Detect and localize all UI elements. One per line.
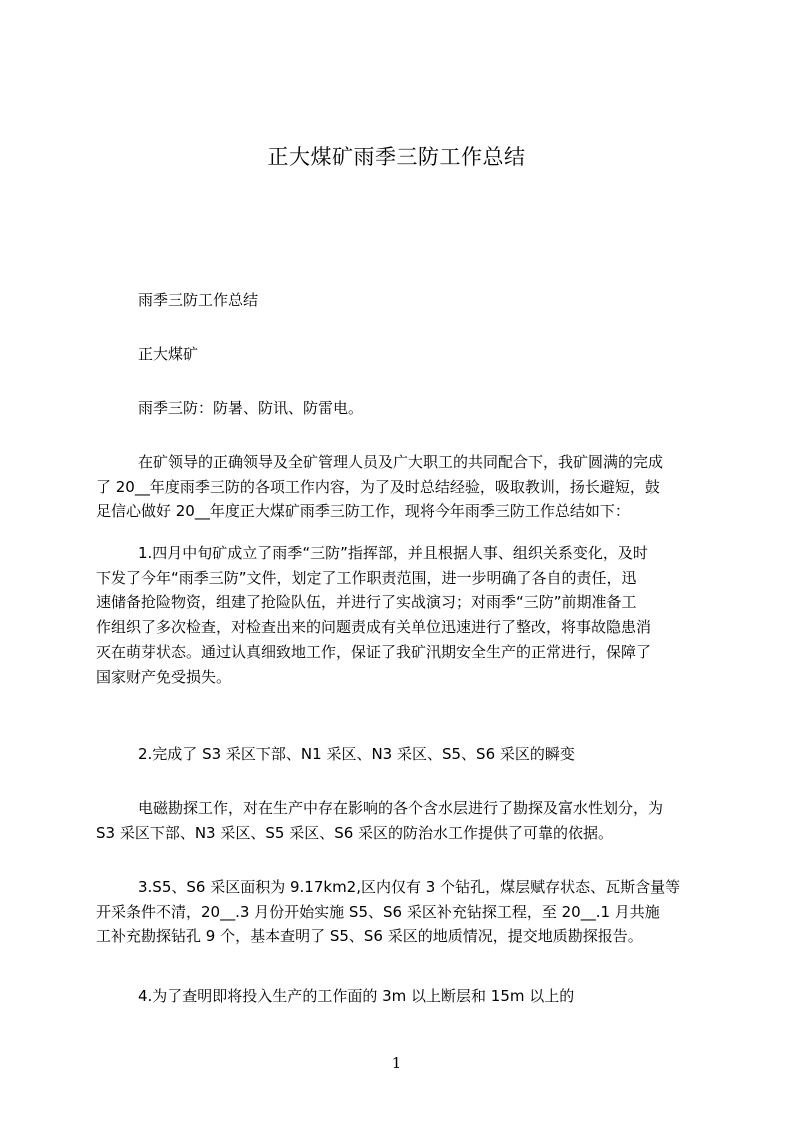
item2-paragraph: [96, 796, 710, 845]
paragraph-line: 速储备抢险物资，组建了抢险队伍，并进行了实战演习；对雨季“三防”前期准备工: [96, 593, 637, 612]
paragraph-line: S3 采区下部、N3 采区、S5 采区、S6 采区的防治水工作提供了可靠的依据。: [96, 823, 614, 842]
heading-summary: [96, 288, 752, 313]
paragraph-line: 在矿领导的正确领导及全矿管理人员及广大职工的共同配合下，我矿圆满的完成: [138, 453, 664, 471]
scope-text: 雨季三防：防暑、防讯、防雷电。: [138, 399, 364, 417]
paragraph-line: 1.四月中旬矿成立了雨季“三防”指挥部，并且根据人事、组织关系变化，及时: [138, 544, 648, 562]
paragraph-line: 足信心做好 20__年度正大煤矿雨季三防工作，现将今年雨季三防工作总结如下：: [96, 502, 630, 521]
paragraph-line: 工补充勘探钻孔 9 个，基本查明了 S5、S6 采区的地质情况，提交地质勘探报告。: [96, 927, 643, 946]
paragraph-line: 4.为了查明即将投入生产的工作面的 3m 以上断层和 15m 以上的: [138, 987, 575, 1005]
paragraph-line: 下发了今年“雨季三防”文件，划定了工作职责范围，进一步明确了各自的责任，迅: [96, 568, 637, 587]
scope-paragraph: [96, 396, 752, 421]
paragraph-line: 国家财产免受损失。: [96, 667, 232, 686]
paragraph-line: 灭在萌芽状态。通过认真细致地工作，保证了我矿汛期安全生产的正常进行，保障了: [96, 642, 652, 661]
heading-mine-text: 正大煤矿: [138, 345, 199, 363]
intro-paragraph: [96, 450, 710, 524]
paragraph-line: 2.完成了 S3 采区下部、N1 采区、N3 采区、S5、S6 采区的瞬变: [138, 745, 575, 763]
item2-heading-paragraph: [96, 742, 710, 767]
heading-mine: [96, 342, 752, 367]
paragraph-line: 作组织了多次检查，对检查出来的问题责成有关单位迅速进行了整改，将事故隐患消: [96, 618, 652, 637]
item3-paragraph: [96, 875, 710, 949]
document-title: 正大煤矿雨季三防工作总结: [267, 145, 526, 169]
item1-paragraph: [96, 541, 710, 689]
item4-paragraph: [96, 984, 710, 1009]
paragraph-line: 3.S5、S6 采区面积为 9.17km2,区内仅有 3 个钻孔，煤层赋存状态、瓦斯含量等: [138, 878, 681, 896]
paragraph-line: 了 20__年度雨季三防的各项工作内容，为了及时总结经验，吸取教训，扬长避短，鼓: [96, 477, 660, 496]
paragraph-line: 开采条件不清，20__.3 月份开始实施 S5、S6 采区补充钻探工程，至 20__.1 月共施: [96, 902, 660, 921]
heading-summary-text: 雨季三防工作总结: [138, 291, 259, 309]
page-number: 1: [391, 1054, 402, 1072]
paragraph-line: 电磁勘探工作，对在生产中存在影响的各个含水层进行了勘探及富水性划分，为: [138, 799, 664, 817]
